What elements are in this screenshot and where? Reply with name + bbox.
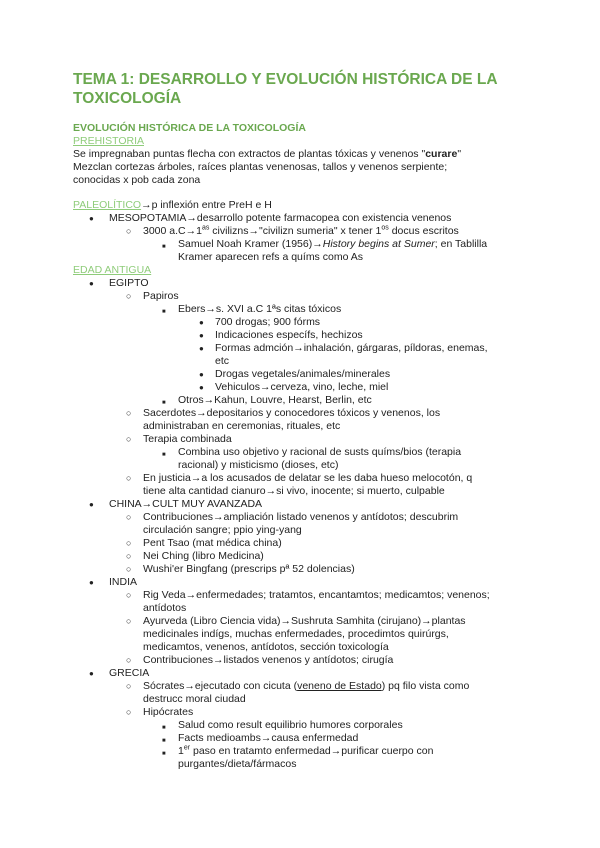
- prehistoria-line-2: Mezclan cortezas árboles, raíces plantas venenosas, tallos y venenos serpiente;: [73, 161, 448, 173]
- list-item: ○ Terapia combinada: [126, 433, 232, 445]
- list-item: ■ Otros→Kahun, Louvre, Hearst, Berlin, etc: [162, 394, 372, 406]
- list-item: ● GRECIA: [89, 667, 150, 679]
- list-item: ○ Papiros: [126, 290, 179, 302]
- list-item: ○ Ayurveda (Libro Ciencia vida)→Sushruta Samhita (cirujano)→plantas medicinales indígs, muchas enfermedades, procedimtos quirúrgs, medicamtos, venenos, antídotos, sección toxicología: [126, 615, 466, 653]
- page-title: TEMA 1: DESARROLLO Y EVOLUCIÓN HISTÓRICA DE LA TOXICOLOGÍA: [73, 71, 497, 107]
- section-heading: EVOLUCIÓN HISTÓRICA DE LA TOXICOLOGÍA: [73, 122, 306, 134]
- list-item: ■ Facts medioambs→causa enfermedad: [162, 732, 359, 744]
- list-item: ○ Sacerdotes→depositarios y conocedores tóxicos y venenos, los administraban en ceremonias, rituales, etc: [126, 407, 441, 432]
- prehistoria-line-3: conocidas x pob cada zona: [73, 174, 201, 186]
- list-item: ● Formas admción→inhalación, gárgaras, píldoras, enemas, etc: [199, 342, 488, 367]
- list-item: ● Indicaciones específs, hechizos: [199, 329, 363, 341]
- list-item: ■ 1er paso en tratamto enfermedad→purificar cuerpo con purgantes/dieta/fármacos: [162, 744, 434, 770]
- document-page: [73, 70, 533, 771]
- paleolitico-label: PALEOLÍTICO: [73, 199, 142, 211]
- list-item: ○ Nei Ching (libro Medicina): [126, 550, 264, 562]
- list-item: ■ Ebers→s. XVI a.C 1ªs citas tóxicos: [162, 303, 342, 315]
- list-item: ■ Combina uso objetivo y racional de susts químs/bios (terapia racional) y misticismo (dioses, etc): [162, 446, 462, 471]
- list-item: ● EGIPTO: [89, 277, 149, 289]
- list-item: ● INDIA: [89, 576, 138, 588]
- list-item: ■ Samuel Noah Kramer (1956)→History begins at Sumer; en Tablilla Kramer aparecen refs a químs como As: [162, 238, 488, 263]
- list-item: ○ 3000 $a.C\to 1^{as}$ civilizns→"civilizn sumeria" x tener $1^{os}$ docus escritos: [126, 224, 459, 237]
- list-item: ○ En justicia→a los acusados de delatar se les daba hueso melocotón, q tiene alta cantidad cianuro→si vivo, inocente; si muerto, culpable: [126, 472, 473, 497]
- list-item: ■ Salud como result equilibrio humores corporales: [162, 719, 403, 731]
- list-item: ○ Contribuciones→listados venenos y antídotos; cirugía: [126, 654, 394, 666]
- list-item: ○ Pent Tsao (mat médica china): [126, 537, 282, 549]
- list-item: ○ Hipócrates: [126, 706, 194, 718]
- list-item: ● Vehiculos→cerveza, vino, leche, miel: [199, 381, 389, 393]
- edad-antigua-label: EDAD ANTIGUA: [73, 264, 152, 276]
- list-item: ● MESOPOTAMIA→desarrollo potente farmacopea con existencia venenos: [89, 212, 452, 224]
- list-item: ○ Contribuciones→ampliación listado venenos y antídotos; descubrim circulación sangre; ppio ying-yang: [126, 511, 459, 536]
- list-item: ● 700 drogas; 900 fórms: [199, 316, 321, 328]
- list-item: ○ Wushi'er Bingfang (prescrips pª 52 dolencias): [126, 563, 355, 575]
- paleolitico-line: PALEOLÍTICO→p inflexión entre PreH e H: [73, 199, 272, 211]
- list-item: ● Drogas vegetales/animales/minerales: [199, 368, 391, 380]
- prehistoria-label: PREHISTORIA: [73, 135, 144, 147]
- list-item: ○ Rig Veda→enfermedades; tratamtos, encantamtos; medicamtos; venenos; antídotos: [126, 589, 490, 614]
- list-item: ● CHINA→CULT MUY AVANZADA: [89, 498, 263, 510]
- list-item: ○ Sócrates→ejecutado con cicuta (veneno de Estado) pq filo vista como destrucc moral ciudad: [126, 680, 470, 705]
- prehistoria-line-1: Se impregnaban puntas flecha con extractos de plantas tóxicas y venenos "curare": [73, 148, 462, 160]
